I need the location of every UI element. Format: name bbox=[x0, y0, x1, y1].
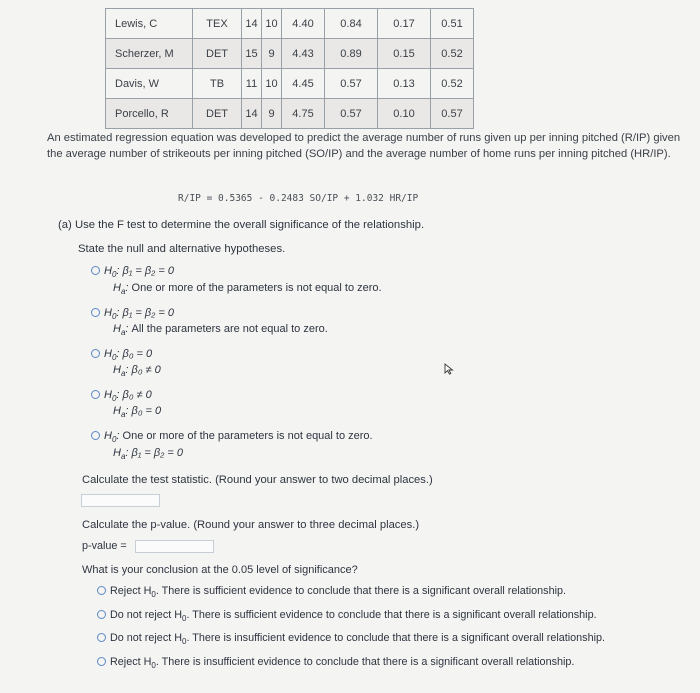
option-1-h0: β₁ = β₂ = 0 bbox=[122, 265, 174, 277]
problem-intro: An estimated regression equation was developed to predict the average number of runs given up per inning pitched (R/IP) given the average number of strikeouts per inning pitched (SO/IP) and the average number of home runs per inning pitched (HR/IP). bbox=[47, 132, 681, 160]
option-5-h0: One or more of the parameters is not equal to zero. bbox=[122, 430, 373, 442]
cell-value: 4.45 bbox=[282, 69, 325, 99]
conclusion-4-text: . There is insufficient evidence to conclude that there is a significant overall relationship. bbox=[155, 656, 575, 668]
cell-name: Davis, W bbox=[106, 69, 193, 99]
cell-value: 0.52 bbox=[431, 39, 474, 69]
part-a-prompt: (a) Use the F test to determine the overall significance of the relationship. bbox=[58, 219, 425, 231]
cell-team: TEX bbox=[193, 9, 242, 39]
cell-value: 4.43 bbox=[282, 39, 325, 69]
radio-button[interactable] bbox=[91, 390, 100, 399]
conclusion-1-action: Reject H bbox=[110, 585, 152, 597]
option-2-ha-line: $H_a$: All the parameters are not equal to zero. bbox=[113, 323, 328, 338]
radio-button[interactable] bbox=[91, 266, 100, 275]
hypothesis-option-1[interactable]: $H_0$: β₁ = β₂ = 0 bbox=[91, 265, 174, 279]
cell-value: 0.51 bbox=[431, 9, 474, 39]
radio-button[interactable] bbox=[97, 633, 106, 642]
conclusion-3-action: Do not reject H bbox=[110, 632, 183, 644]
radio-button[interactable] bbox=[97, 586, 106, 595]
cell-team: TB bbox=[193, 69, 242, 99]
option-3-h0: β₀ = 0 bbox=[122, 348, 153, 360]
conclusion-option-1[interactable]: Reject $H_0$. There is sufficient evidence to conclude that there is a significant overall relationship. bbox=[97, 585, 566, 599]
conclusion-3-text: . There is insufficient evidence to conclude that there is a significant overall relationship. bbox=[186, 632, 605, 644]
conclusion-option-3[interactable]: Do not reject $H_0$. There is insufficient evidence to conclude that there is a significant overall relationship. bbox=[97, 632, 605, 646]
option-1-ha: One or more of the parameters is not equal to zero. bbox=[131, 282, 382, 294]
option-5-ha-line: $H_a$: β₁ = β₂ = 0 bbox=[113, 447, 183, 462]
cell-value: 0.57 bbox=[325, 69, 378, 99]
test-statistic-prompt: Calculate the test statistic. (Round your answer to two decimal places.) bbox=[82, 474, 433, 486]
cell-value: 15 bbox=[242, 39, 262, 69]
hypothesis-option-5[interactable]: $H_0$: One or more of the parameters is not equal to zero. bbox=[91, 430, 373, 444]
hypothesis-option-3[interactable]: $H_0$: β₀ = 0 bbox=[91, 348, 152, 362]
option-3-ha: β₀ ≠ 0 bbox=[131, 364, 161, 376]
conclusion-option-2[interactable]: Do not reject $H_0$. There is sufficient evidence to conclude that there is a significant overall relationship. bbox=[97, 609, 597, 623]
cell-value: 0.10 bbox=[378, 99, 431, 129]
option-1-ha-line: $H_a$: One or more of the parameters is not equal to zero. bbox=[113, 282, 382, 297]
conclusion-2-text: . There is sufficient evidence to conclude that there is a significant overall relationship. bbox=[186, 609, 597, 621]
cell-team: DET bbox=[193, 99, 242, 129]
cell-value: 4.40 bbox=[282, 9, 325, 39]
hypothesis-option-4[interactable]: $H_0$: β₀ ≠ 0 bbox=[91, 389, 152, 403]
cell-value: 14 bbox=[242, 99, 262, 129]
cell-value: 0.52 bbox=[431, 69, 474, 99]
cell-team: DET bbox=[193, 39, 242, 69]
table-row bbox=[106, 99, 474, 129]
state-hypotheses-prompt: State the null and alternative hypotheses. bbox=[78, 243, 286, 255]
option-2-ha: All the parameters are not equal to zero. bbox=[131, 323, 328, 335]
table-row bbox=[106, 39, 474, 69]
cell-value: 4.75 bbox=[282, 99, 325, 129]
cell-value: 0.13 bbox=[378, 69, 431, 99]
conclusion-1-text: . There is sufficient evidence to conclude that there is a significant overall relationship. bbox=[155, 585, 566, 597]
option-4-h0: β₀ ≠ 0 bbox=[122, 389, 152, 401]
radio-button[interactable] bbox=[91, 349, 100, 358]
option-4-ha-line: $H_a$: β₀ = 0 bbox=[113, 405, 162, 420]
cell-name: Scherzer, M bbox=[106, 39, 193, 69]
cell-name: Porcello, R bbox=[106, 99, 193, 129]
option-4-ha: β₀ = 0 bbox=[131, 405, 162, 417]
radio-button[interactable] bbox=[91, 431, 100, 440]
option-2-h0: β₁ = β₂ = 0 bbox=[122, 307, 174, 319]
pitcher-data-table bbox=[105, 8, 474, 129]
conclusion-prompt: What is your conclusion at the 0.05 level of significance? bbox=[82, 564, 358, 576]
hypothesis-option-2[interactable]: $H_0$: β₁ = β₂ = 0 bbox=[91, 307, 174, 321]
radio-button[interactable] bbox=[97, 657, 106, 666]
cell-name: Lewis, C bbox=[106, 9, 193, 39]
p-value-input[interactable] bbox=[135, 540, 214, 553]
regression-equation: R/IP = 0.5365 - 0.2483 SO/IP + 1.032 HR/IP bbox=[178, 193, 419, 204]
table-row bbox=[106, 69, 474, 99]
cell-value: 0.57 bbox=[325, 99, 378, 129]
cell-value: 9 bbox=[262, 39, 282, 69]
p-value-prompt: Calculate the p-value. (Round your answer to three decimal places.) bbox=[82, 519, 420, 531]
cell-value: 10 bbox=[262, 9, 282, 39]
test-statistic-input[interactable] bbox=[81, 494, 160, 507]
p-value-label: p-value = bbox=[82, 540, 127, 552]
cell-value: 9 bbox=[262, 99, 282, 129]
option-5-ha: β₁ = β₂ = 0 bbox=[131, 447, 183, 459]
radio-button[interactable] bbox=[97, 610, 106, 619]
mouse-cursor-icon bbox=[444, 363, 454, 375]
conclusion-4-action: Reject H bbox=[110, 656, 152, 668]
conclusion-option-4[interactable]: Reject $H_0$. There is insufficient evidence to conclude that there is a significant overall relationship. bbox=[97, 656, 574, 670]
cell-value: 0.57 bbox=[431, 99, 474, 129]
cell-value: 10 bbox=[262, 69, 282, 99]
conclusion-2-action: Do not reject H bbox=[110, 609, 183, 621]
cell-value: 0.89 bbox=[325, 39, 378, 69]
cell-value: 0.17 bbox=[378, 9, 431, 39]
table-row bbox=[106, 9, 474, 39]
cell-value: 11 bbox=[242, 69, 262, 99]
cell-value: 0.84 bbox=[325, 9, 378, 39]
cell-value: 14 bbox=[242, 9, 262, 39]
option-3-ha-line: $H_a$: β₀ ≠ 0 bbox=[113, 364, 161, 379]
radio-button[interactable] bbox=[91, 308, 100, 317]
cell-value: 0.15 bbox=[378, 39, 431, 69]
